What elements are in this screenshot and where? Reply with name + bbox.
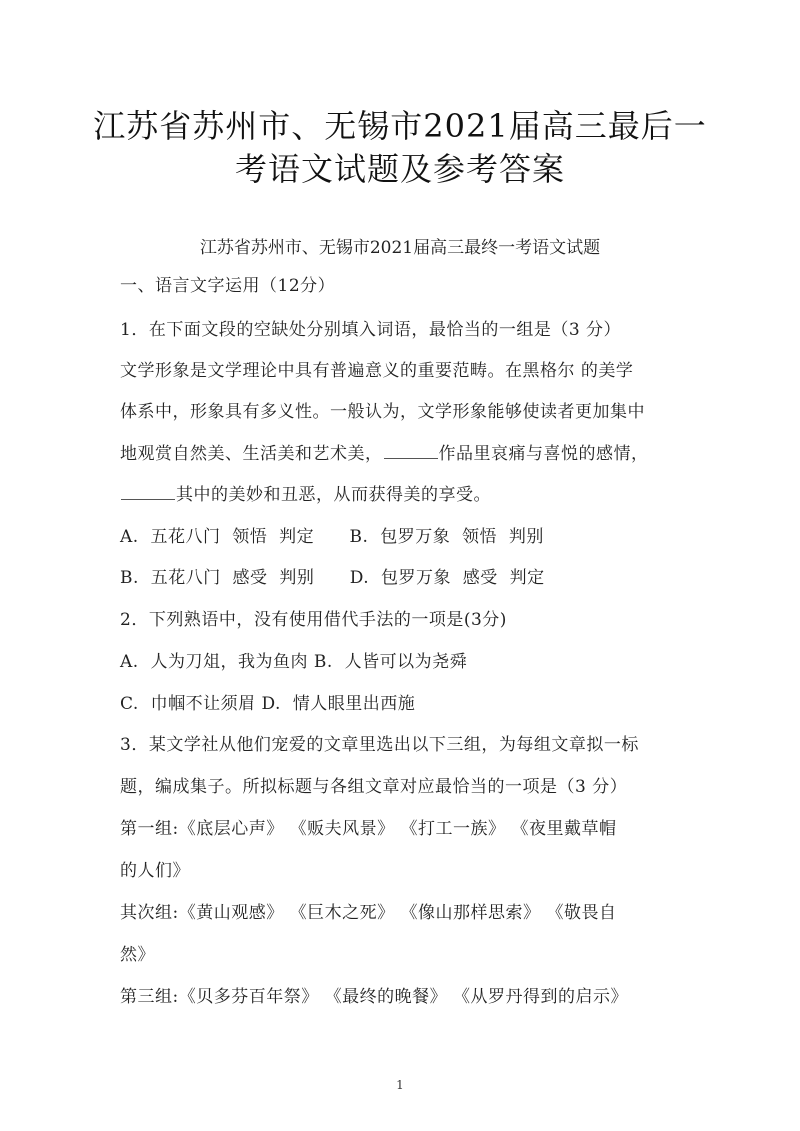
question-3-stem: 3．某文学社从他们宠爱的文章里选出以下三组，为每组文章拟一标 — [120, 735, 639, 755]
question-2-stem: 2．下列熟语中，没有使用借代手法的一项是(3分) — [120, 610, 507, 630]
section-heading: 一、语言文字运用（12分） — [120, 276, 336, 296]
document-title-line1: 江苏省苏州市、无锡市2021届高三最后一 — [93, 107, 707, 145]
question-1-options: A. 五花八门 领悟 判定 B. 包罗万象 领悟 判别 — [120, 527, 544, 547]
question-3-stem: 题，编成集子。所拟标题与各组文章对应最恰当的一项是（3 分） — [120, 777, 628, 797]
question-1-passage-line — [120, 482, 700, 507]
question-1-passage-line: 体系中，形象具有多义性。一般认为，文学形象能够使读者更加集中 — [120, 402, 645, 422]
question-1-options: B. 五花八门 感受 判别 D. 包罗万象 感受 判定 — [120, 568, 545, 588]
question-1-passage-line: 文学形象是文学理论中具有普遍意义的重要范畴。在黑格尔 的美学 — [120, 361, 634, 381]
fill-in-blank — [384, 441, 438, 459]
page-number: 1 — [396, 1078, 404, 1092]
question-3-group-2: 其次组:《黄山观感》 《巨木之死》 《像山那样思索》 《敬畏自 — [120, 903, 617, 923]
passage-text: 其中的美妙和丑恶，从而获得美的享受。 — [176, 485, 491, 505]
question-2-options: A. 人为刀俎，我为鱼肉 B. 人皆可以为尧舜 — [120, 652, 468, 672]
question-3-group-3: 第三组:《贝多芬百年祭》 《最终的晚餐》 《从罗丹得到的启示》 — [120, 987, 629, 1007]
question-2-options: C. 巾帼不让须眉 D. 情人眼里出西施 — [120, 694, 416, 714]
question-1-passage-line — [120, 441, 700, 466]
passage-text: 地观赏自然美、生活美和艺术美， — [120, 444, 383, 464]
question-3-group-1: 第一组:《底层心声》 《贩夫风景》 《打工一族》 《夜里戴草帽 — [120, 819, 617, 839]
question-1-stem: 1．在下面文段的空缺处分别填入词语，最恰当的一组是（3 分） — [120, 320, 622, 340]
document-title-line2: 考语文试题及参考答案 — [234, 150, 565, 188]
fill-in-blank — [121, 482, 175, 500]
question-3-group-2: 然》 — [120, 945, 155, 965]
passage-text: 作品里哀痛与喜悦的感情， — [438, 444, 649, 464]
question-3-group-1: 的人们》 — [120, 861, 190, 881]
document-subtitle: 江苏省苏州市、无锡市2021届高三最终一考语文试题 — [199, 238, 601, 258]
